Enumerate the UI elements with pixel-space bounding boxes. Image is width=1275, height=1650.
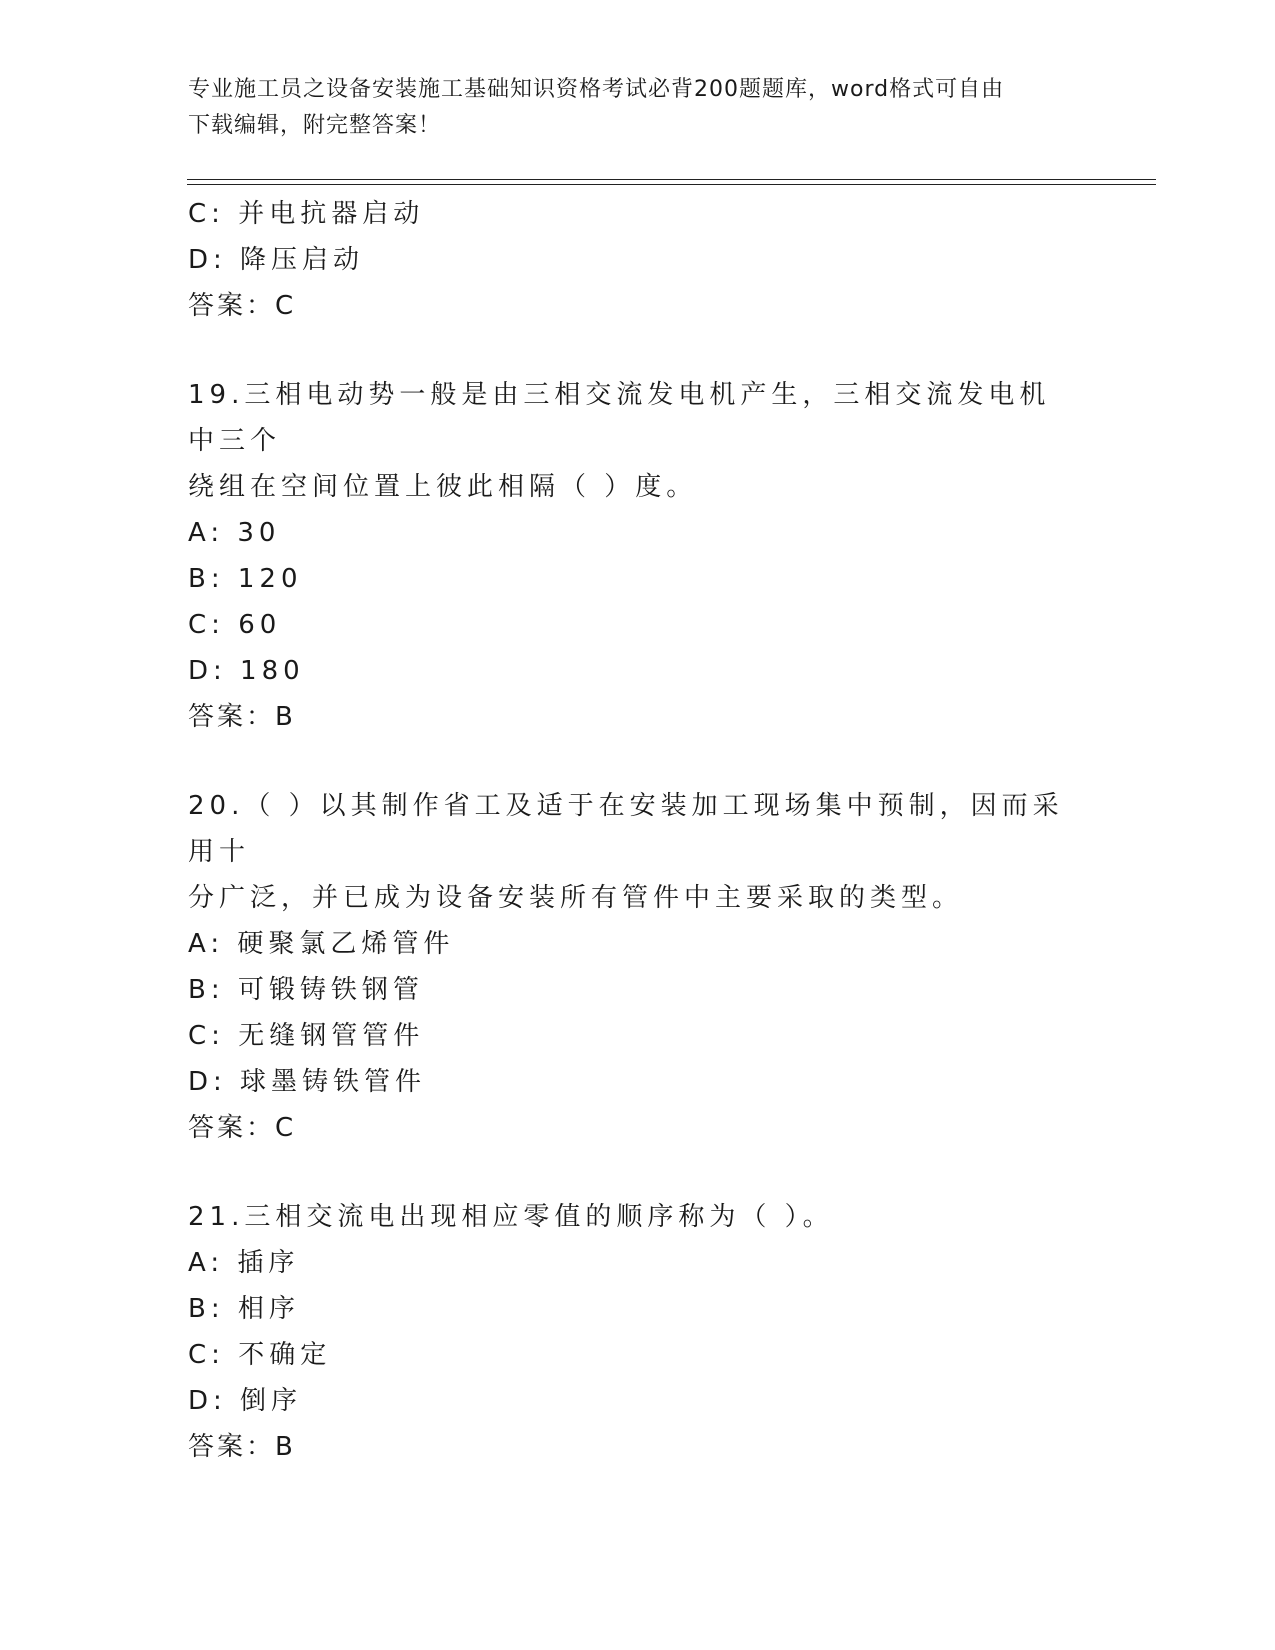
header-title-line-1: 专业施工员之设备安装施工基础知识资格考试必背200题题库，word格式可自由 xyxy=(188,77,1005,102)
answer-line: 答案：C xyxy=(188,1113,297,1143)
question-21 xyxy=(188,1194,1078,1240)
option-b: B: 可锻铸铁钢管 xyxy=(188,975,424,1005)
header-divider-bottom xyxy=(187,184,1156,185)
question-20 xyxy=(188,783,1078,921)
question-21-line-1: 21.三相交流电出现相应零值的顺序称为（ ）。 xyxy=(188,1202,834,1232)
option-c: C: 60 xyxy=(188,610,282,640)
question-19-line-2: 绕组在空间位置上彼此相隔（ ）度。 xyxy=(188,472,698,502)
option-a: A: 硬聚氯乙烯管件 xyxy=(188,929,455,959)
option-b: B: 120 xyxy=(188,564,303,594)
option-d: D: 降压启动 xyxy=(188,245,365,275)
option-b: B: 相序 xyxy=(188,1294,300,1324)
document-header xyxy=(188,72,1088,144)
option-c: C: 不确定 xyxy=(188,1340,332,1370)
option-a: A: 30 xyxy=(188,518,281,548)
answer-line: 答案：C xyxy=(188,291,297,321)
option-d: D: 球墨铸铁管件 xyxy=(188,1067,427,1097)
header-divider-top xyxy=(187,179,1156,180)
question-20-line-1: 20.（ ）以其制作省工及适于在安装加工现场集中预制，因而采用十 xyxy=(188,791,1064,867)
answer-line: 答案：B xyxy=(188,702,296,732)
option-c: C: 无缝钢管管件 xyxy=(188,1021,425,1051)
header-title-line-2: 下载编辑，附完整答案！ xyxy=(188,113,442,138)
question-list xyxy=(188,191,1088,1470)
answer-line: 答案：B xyxy=(188,1432,296,1462)
question-20-line-2: 分广泛，并已成为设备安装所有管件中主要采取的类型。 xyxy=(188,883,964,913)
question-19-line-1: 19.三相电动势一般是由三相交流发电机产生，三相交流发电机中三个 xyxy=(188,380,1051,456)
question-19 xyxy=(188,372,1078,510)
option-c: C: 并电抗器启动 xyxy=(188,199,425,229)
option-d: D: 180 xyxy=(188,656,305,686)
option-d: D: 倒序 xyxy=(188,1386,303,1416)
option-a: A: 插序 xyxy=(188,1248,300,1278)
